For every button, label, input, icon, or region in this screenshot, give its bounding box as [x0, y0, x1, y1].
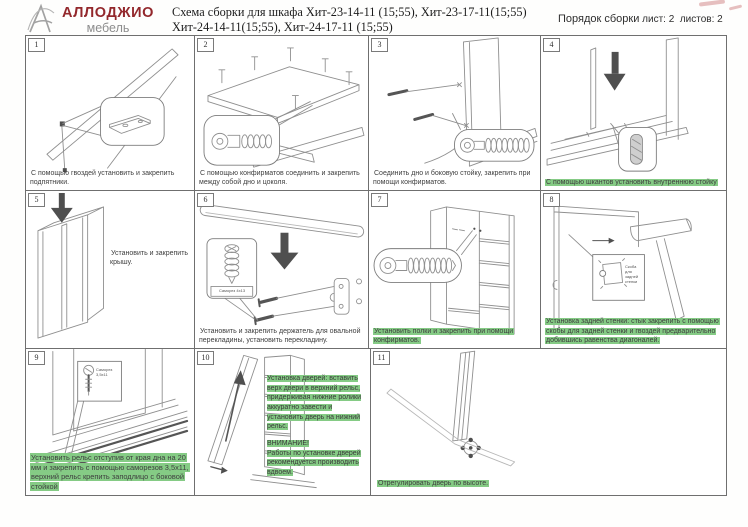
step-7-diagram [369, 191, 540, 348]
inner-partition-outline [591, 48, 596, 129]
inset-label: Скоба для задней стенки [625, 264, 639, 284]
step-panel-9 [25, 348, 195, 496]
step-panel-10 [194, 348, 371, 496]
side-panel-outline [666, 38, 678, 139]
step-caption: Соединить дно и боковую стойку, закрепить при помощи конфирматов. [373, 169, 531, 186]
step-panel-4 [540, 35, 727, 191]
schema-title [172, 5, 554, 35]
step-3-diagram [369, 36, 540, 190]
inset-label: Саморез 4х13 [218, 288, 246, 293]
dowel-icon [631, 134, 643, 164]
callout-bubble [374, 249, 461, 283]
inset-label: Саморез 3,5х11 [96, 367, 113, 377]
allogio-logo-icon [27, 3, 59, 34]
arrow-down-icon [604, 52, 626, 91]
callout-bubble [455, 129, 534, 161]
step-panel-8 [540, 190, 727, 349]
step-2-diagram [195, 36, 368, 190]
step-caption: Установить полки и закрепить при помощи конфирматов. [374, 327, 514, 344]
step-caption: Установить рельс отступив от края дна на 20 мм и закрепить с помощью саморезов 3,5х11, верхний рельс крепить заподлицо с боковой стойкой [31, 452, 189, 492]
step-panel-11 [370, 348, 727, 496]
rail-lines [387, 389, 515, 466]
arrow-down-icon [271, 233, 299, 270]
schema-title-line1: Схема сборки для шкафа Хит-23-14-11 (15;55), Хит-23-17-11(15;55) [172, 5, 527, 19]
schema-title-line2: Хит-24-14-11(15;55), Хит-24-17-11 (15;55) [172, 20, 393, 34]
step-number: 11 [373, 351, 390, 365]
callout-bubble [101, 98, 165, 146]
step-number: 10 [197, 351, 214, 365]
step-5-diagram [26, 191, 194, 348]
sheets-total: листов: 2 [679, 14, 723, 25]
oval-rod-icon [199, 204, 364, 238]
step-1-diagram [26, 36, 194, 190]
step-number: 7 [371, 193, 388, 207]
step-caption: С помощью конфирматов соединить и закрепить между собой дно и цоколя. [199, 169, 360, 186]
step-panel-5 [25, 190, 195, 349]
sheet-order-info [558, 13, 744, 25]
scan-artifact [699, 0, 725, 7]
step-caption: Установка задней стенки: стык закрепить с помощью скобы для задней стенки и гвоздей предварительно добившись равенства диагоналей. [546, 318, 719, 344]
door-edge-outline [453, 351, 475, 441]
step-panel-2 [194, 35, 369, 191]
arrow-right-icon [593, 238, 615, 244]
shelf-lines [479, 239, 509, 310]
sheet-number: лист: 2 [642, 14, 675, 25]
step-caption: Установить и закрепить крышу. [110, 250, 189, 267]
brand-subtitle: мебель [86, 20, 130, 35]
step-number: 2 [197, 38, 214, 52]
step-number: 8 [543, 193, 560, 207]
step-number: 4 [543, 38, 560, 52]
step-6-diagram [195, 191, 368, 348]
arrow-down-icon [51, 193, 73, 223]
brand-name: АЛЛОДЖИО [62, 5, 155, 21]
step-caption: С помощью шкантов установить внутреннюю стойку [546, 178, 717, 186]
step-number: 9 [28, 351, 45, 365]
step-panel-3 [368, 35, 541, 191]
sliding-door-outline [208, 355, 258, 473]
step-4-diagram [541, 36, 726, 190]
step-panel-6 [194, 190, 369, 349]
screw-icon [255, 286, 334, 324]
step-caption: Установить и закрепить держатель для овальной перекладины, установить перекладину. [199, 327, 361, 344]
step-number: 3 [371, 38, 388, 52]
step-number: 1 [28, 38, 45, 52]
step-11-diagram [371, 349, 726, 495]
sheet-header [0, 0, 748, 35]
scan-artifact [729, 4, 742, 10]
brand-block [62, 6, 154, 35]
nail-icon [219, 48, 352, 109]
order-label: Порядок сборки [558, 13, 640, 25]
wardrobe-carcass-outline [38, 207, 104, 338]
door-install-note: Установка дверей: вставить верх двери в верхний рельс, придерживая нижние ролики аккуратно завести и установить дверь на нижний рельс. ВНИМАНИЕ! Работы по установке дверей рекомендуется производить вдвоем. [267, 375, 361, 476]
step-panel-1 [25, 35, 195, 191]
step-caption: Отрегулировать дверь по высоте. [378, 479, 489, 487]
step-panel-7 [368, 190, 541, 349]
step-number: 6 [197, 193, 214, 207]
step-number: 5 [28, 193, 45, 207]
rod-holder-bracket-icon [330, 278, 361, 314]
step-caption: С помощью гвоздей установить и закрепить подпятники. [30, 169, 175, 186]
